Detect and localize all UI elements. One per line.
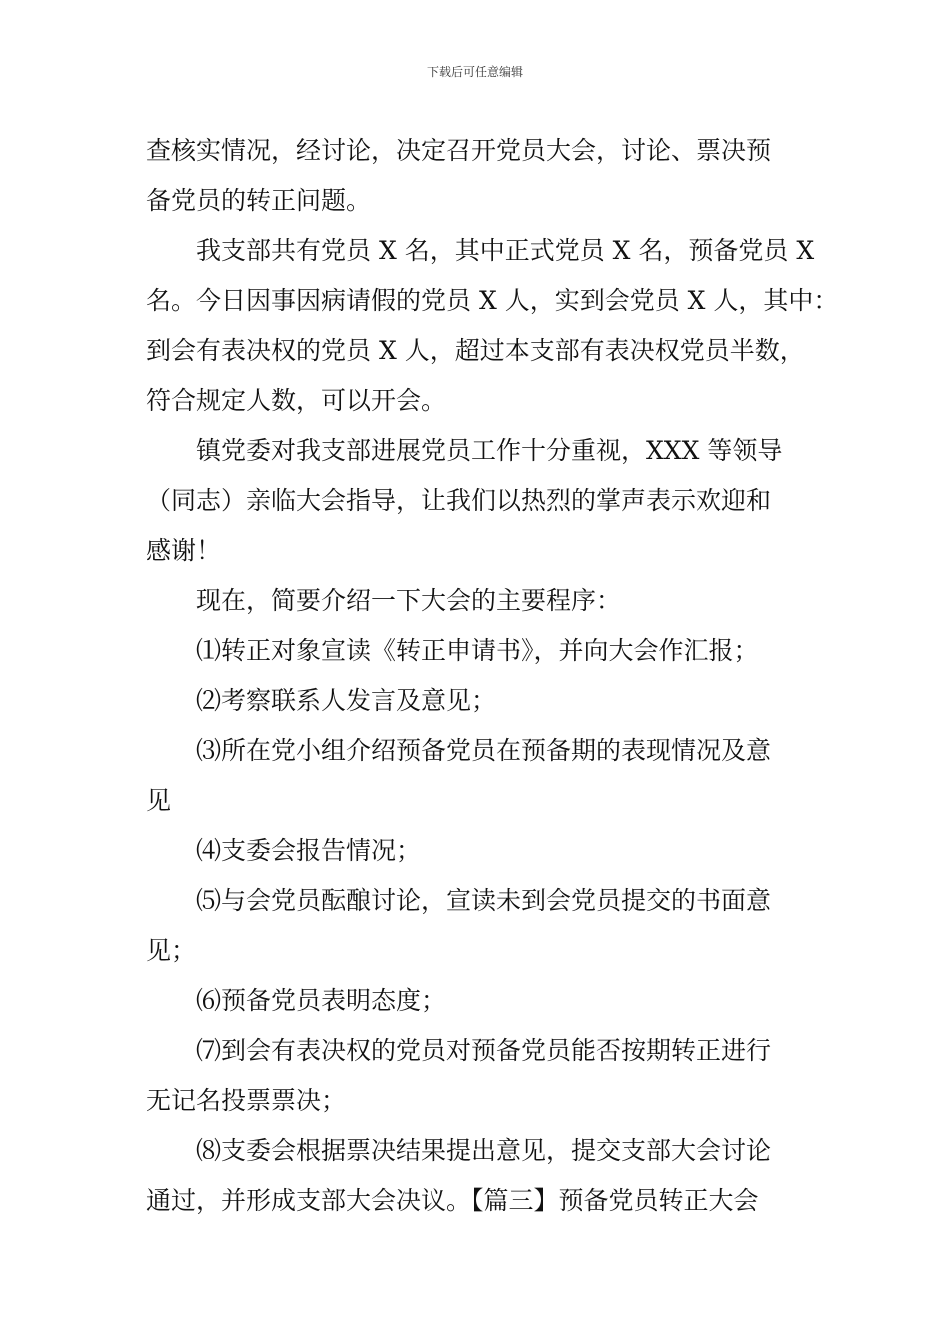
procedure-item-7 bbox=[146, 1026, 810, 1126]
procedure-item-4 bbox=[146, 826, 810, 876]
text-line: 现在，简要介绍一下大会的主要程序： bbox=[196, 586, 622, 615]
page-header: 下载后可任意编辑 bbox=[426, 65, 523, 79]
text-line: 见； bbox=[146, 936, 197, 965]
text-line: ⑷支委会报告情况； bbox=[196, 836, 422, 865]
procedure-item-6 bbox=[146, 976, 810, 1026]
procedure-item-3 bbox=[146, 726, 810, 826]
document-body bbox=[146, 126, 839, 1226]
paragraph-3 bbox=[146, 426, 810, 576]
text-line: 符合规定人数，可以开会。 bbox=[146, 386, 447, 415]
text-line: ⑶所在党小组介绍预备党员在预备期的表现情况及意 bbox=[196, 736, 772, 765]
text-line: （同志）亲临大会指导，让我们以热烈的掌声表示欢迎和 bbox=[146, 486, 772, 515]
text-line: 我支部共有党员 X 名，其中正式党员 X 名，预备党员 X bbox=[196, 236, 815, 265]
text-line: 查核实情况，经讨论，决定召开党员大会，讨论、票决预 bbox=[146, 136, 772, 165]
text-line: 镇党委对我支部进展党员工作十分重视，XXX 等领导 bbox=[196, 436, 783, 465]
text-line: 感谢！ bbox=[146, 536, 222, 565]
text-line: ⑹预备党员表明态度； bbox=[196, 986, 447, 1015]
text-line: 到会有表决权的党员 X 人，超过本支部有表决权党员半数， bbox=[146, 336, 805, 365]
text-line: 无记名投票票决； bbox=[146, 1086, 347, 1115]
procedure-item-5 bbox=[146, 876, 810, 976]
text-line: 见 bbox=[146, 786, 172, 815]
text-line: ⑵考察联系人发言及意见； bbox=[196, 686, 497, 715]
text-line: ⑴转正对象宣读《转正申请书》，并向大会作汇报； bbox=[196, 636, 759, 665]
text-line: 通过，并形成支部大会决议。【篇三】预备党员转正大会 bbox=[146, 1186, 759, 1215]
paragraph-2 bbox=[146, 226, 839, 426]
procedure-item-2 bbox=[146, 676, 810, 726]
paragraph-1 bbox=[146, 126, 810, 226]
text-line: ⑸与会党员酝酿讨论，宣读未到会党员提交的书面意 bbox=[196, 886, 772, 915]
text-line: 备党员的转正问题。 bbox=[146, 186, 372, 215]
procedure-item-1 bbox=[146, 626, 810, 676]
text-line: 名。今日因事因病请假的党员 X 人，实到会党员 X 人，其中： bbox=[146, 286, 839, 315]
procedure-item-8 bbox=[146, 1126, 810, 1226]
text-line: ⑺到会有表决权的党员对预备党员能否按期转正进行 bbox=[196, 1036, 772, 1065]
paragraph-4 bbox=[146, 576, 810, 626]
text-line: ⑻支委会根据票决结果提出意见，提交支部大会讨论 bbox=[196, 1136, 772, 1165]
